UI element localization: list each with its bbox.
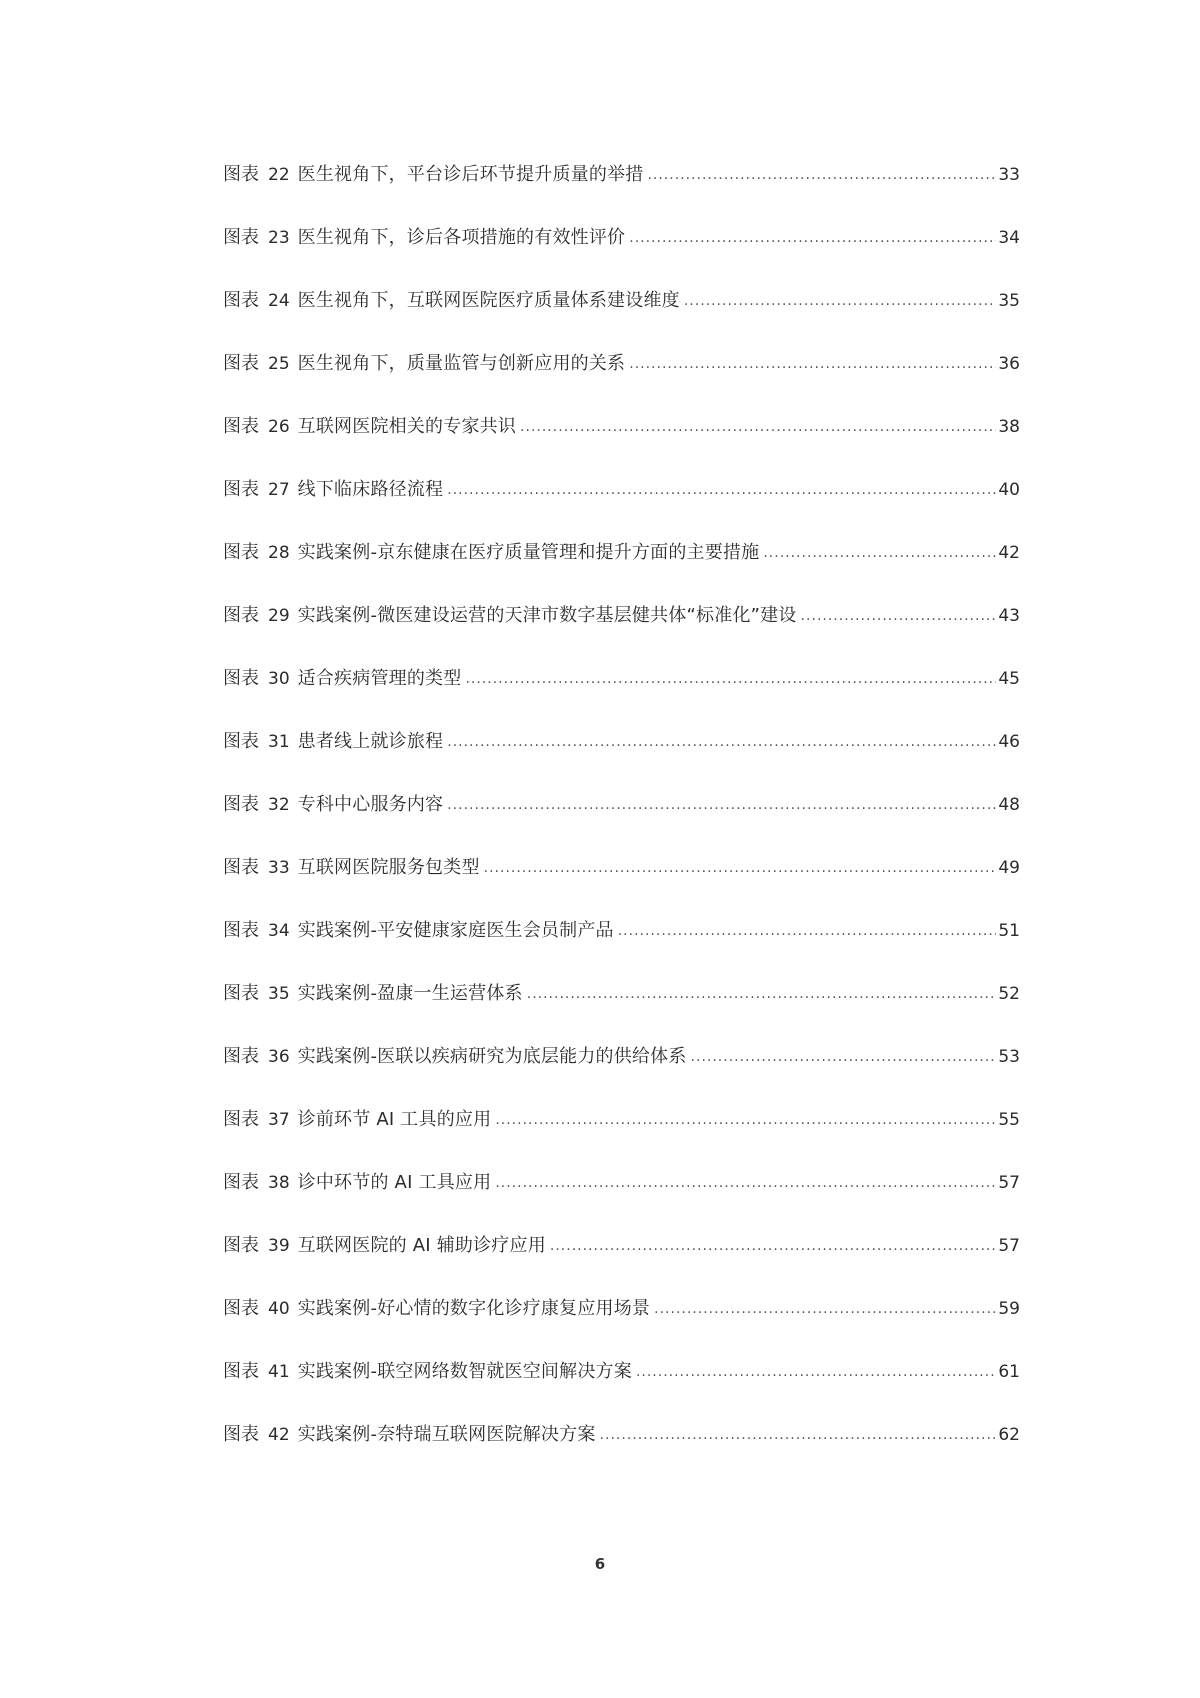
- toc-entry-page[interactable]: 40: [998, 480, 1020, 500]
- toc-entry-number: 24: [268, 291, 290, 311]
- toc-entry-number: 25: [268, 354, 290, 374]
- toc-entry-title[interactable]: 诊前环节 AI 工具的应用: [297, 1109, 492, 1130]
- toc-entry[interactable]: [223, 730, 1020, 793]
- toc-entry-prefix: 图表: [223, 1424, 259, 1445]
- toc-entry-prefix: 图表: [223, 416, 259, 437]
- toc-entry-prefix: 图表: [223, 1298, 259, 1319]
- toc-entry-prefix: 图表: [223, 290, 259, 311]
- dot-leader: [763, 541, 996, 565]
- toc-entry-number: 36: [268, 1047, 290, 1067]
- toc-entry[interactable]: [223, 667, 1020, 730]
- toc-entry[interactable]: [223, 856, 1020, 919]
- toc-entry-title[interactable]: 患者线上就诊旅程: [297, 731, 444, 752]
- toc-entry-number: 38: [268, 1173, 290, 1193]
- toc-entry-number: 30: [268, 669, 290, 689]
- toc-entry-prefix: 图表: [223, 605, 259, 626]
- toc-entry[interactable]: [223, 793, 1020, 856]
- toc-entry-page[interactable]: 59: [998, 1299, 1020, 1319]
- toc-entry-page[interactable]: 61: [998, 1362, 1020, 1382]
- toc-entry-title[interactable]: 诊中环节的 AI 工具应用: [297, 1172, 492, 1193]
- toc-entry-page[interactable]: 42: [998, 543, 1020, 563]
- toc-entry[interactable]: [223, 1360, 1020, 1423]
- toc-entry-title[interactable]: 实践案例-盈康一生运营体系: [297, 983, 523, 1004]
- toc-entry-page[interactable]: 33: [998, 165, 1020, 185]
- toc-entry[interactable]: [223, 982, 1020, 1045]
- toc-entry-number: 40: [268, 1299, 290, 1319]
- toc-entry-page[interactable]: 57: [998, 1236, 1020, 1256]
- toc-entry-title[interactable]: 实践案例-平安健康家庭医生会员制产品: [297, 920, 614, 941]
- toc-entry[interactable]: [223, 289, 1020, 352]
- toc-entry-title[interactable]: 医生视角下，平台诊后环节提升质量的举措: [297, 164, 644, 185]
- toc-entry-page[interactable]: 45: [998, 669, 1020, 689]
- toc-entry-page[interactable]: 48: [998, 795, 1020, 815]
- toc-entry[interactable]: [223, 1108, 1020, 1171]
- toc-entry-page[interactable]: 51: [998, 921, 1020, 941]
- toc-entry-title[interactable]: 医生视角下，互联网医院医疗质量体系建设维度: [297, 290, 680, 311]
- toc-entry-title[interactable]: 医生视角下，诊后各项措施的有效性评价: [297, 227, 626, 248]
- toc-entry-number: 35: [268, 984, 290, 1004]
- toc-entry-number: 39: [268, 1236, 290, 1256]
- toc-entry-title[interactable]: 实践案例-微医建设运营的天津市数字基层健共体“标准化”建设: [297, 605, 797, 626]
- dot-leader: [447, 478, 996, 502]
- toc-entry-title[interactable]: 互联网医院的 AI 辅助诊疗应用: [297, 1235, 546, 1256]
- toc-entry-prefix: 图表: [223, 1172, 259, 1193]
- toc-entry-prefix: 图表: [223, 1361, 259, 1382]
- toc-entry-page[interactable]: 46: [998, 732, 1020, 752]
- toc-entry-number: 41: [268, 1362, 290, 1382]
- toc-entry-title[interactable]: 实践案例-好心情的数字化诊疗康复应用场景: [297, 1298, 651, 1319]
- toc-entry-page[interactable]: 52: [998, 984, 1020, 1004]
- toc-entry-prefix: 图表: [223, 479, 259, 500]
- toc-entry-number: 26: [268, 417, 290, 437]
- toc-entry-prefix: 图表: [223, 1109, 259, 1130]
- toc-entry-number: 22: [268, 165, 290, 185]
- dot-leader: [691, 1045, 996, 1069]
- dot-leader: [647, 163, 996, 187]
- toc-entry-page[interactable]: 53: [998, 1047, 1020, 1067]
- dot-leader: [636, 1360, 996, 1384]
- toc-entry[interactable]: [223, 352, 1020, 415]
- toc-entry[interactable]: [223, 1171, 1020, 1234]
- dot-leader: [801, 604, 996, 628]
- toc-entry-prefix: 图表: [223, 1046, 259, 1067]
- toc-entry-prefix: 图表: [223, 164, 259, 185]
- toc-entry-page[interactable]: 34: [998, 228, 1020, 248]
- toc-entry-page[interactable]: 62: [998, 1425, 1020, 1445]
- toc-entry-title[interactable]: 实践案例-医联以疾病研究为底层能力的供给体系: [297, 1046, 687, 1067]
- toc-entry-title[interactable]: 实践案例-京东健康在医疗质量管理和提升方面的主要措施: [297, 542, 760, 563]
- dot-leader: [527, 982, 996, 1006]
- toc-entry[interactable]: [223, 1045, 1020, 1108]
- dot-leader: [618, 919, 996, 943]
- toc-entry[interactable]: [223, 478, 1020, 541]
- toc-entry-prefix: 图表: [223, 983, 259, 1004]
- toc-entry[interactable]: [223, 919, 1020, 982]
- toc-entry-title[interactable]: 专科中心服务内容: [297, 794, 444, 815]
- toc-entry-prefix: 图表: [223, 731, 259, 752]
- toc-entry-number: 23: [268, 228, 290, 248]
- toc-entry-number: 31: [268, 732, 290, 752]
- toc-entry-number: 27: [268, 480, 290, 500]
- dot-leader: [600, 1423, 996, 1447]
- toc-entry-number: 29: [268, 606, 290, 626]
- toc-entry[interactable]: [223, 1234, 1020, 1297]
- page-number: 6: [594, 1555, 606, 1573]
- toc-entry[interactable]: [223, 163, 1020, 226]
- toc-entry-page[interactable]: 36: [998, 354, 1020, 374]
- toc-entry[interactable]: [223, 1297, 1020, 1360]
- toc-entry[interactable]: [223, 541, 1020, 604]
- toc-entry[interactable]: [223, 415, 1020, 478]
- toc-entry-prefix: 图表: [223, 857, 259, 878]
- dot-leader: [684, 289, 996, 313]
- toc-entry[interactable]: [223, 226, 1020, 289]
- toc-entry-number: 33: [268, 858, 290, 878]
- toc-entry-number: 42: [268, 1425, 290, 1445]
- toc-entry-title[interactable]: 互联网医院相关的专家共识: [297, 416, 517, 437]
- dot-leader: [495, 1171, 996, 1195]
- toc-entry-page[interactable]: 57: [998, 1173, 1020, 1193]
- dot-leader: [495, 1108, 996, 1132]
- toc-entry-prefix: 图表: [223, 920, 259, 941]
- dot-leader: [447, 793, 996, 817]
- toc-entry-page[interactable]: 35: [998, 291, 1020, 311]
- toc-entry-prefix: 图表: [223, 542, 259, 563]
- toc-entry-number: 34: [268, 921, 290, 941]
- toc-entry-prefix: 图表: [223, 668, 259, 689]
- dot-leader: [654, 1297, 996, 1321]
- toc-entry-prefix: 图表: [223, 353, 259, 374]
- dot-leader: [465, 667, 996, 691]
- toc-entry-number: 28: [268, 543, 290, 563]
- toc-entry-page[interactable]: 55: [998, 1110, 1020, 1130]
- toc-entry-page[interactable]: 38: [998, 417, 1020, 437]
- toc-entry-number: 37: [268, 1110, 290, 1130]
- toc-entry-number: 32: [268, 795, 290, 815]
- toc-entry[interactable]: [223, 1423, 1020, 1486]
- figure-table-of-contents: [223, 163, 1020, 1486]
- dot-leader: [629, 226, 996, 250]
- dot-leader: [550, 1234, 996, 1258]
- toc-entry-prefix: 图表: [223, 227, 259, 248]
- toc-entry-prefix: 图表: [223, 794, 259, 815]
- dot-leader: [484, 856, 996, 880]
- toc-entry-title[interactable]: 适合疾病管理的类型: [297, 668, 462, 689]
- toc-entry-title[interactable]: 线下临床路径流程: [297, 479, 444, 500]
- toc-entry[interactable]: [223, 604, 1020, 667]
- toc-entry-title[interactable]: 互联网医院服务包类型: [297, 857, 480, 878]
- toc-entry-prefix: 图表: [223, 1235, 259, 1256]
- dot-leader: [629, 352, 996, 376]
- toc-entry-title[interactable]: 医生视角下，质量监管与创新应用的关系: [297, 353, 626, 374]
- toc-entry-page[interactable]: 43: [998, 606, 1020, 626]
- dot-leader: [447, 730, 996, 754]
- toc-entry-page[interactable]: 49: [998, 858, 1020, 878]
- toc-entry-title[interactable]: 实践案例-联空网络数智就医空间解决方案: [297, 1361, 632, 1382]
- toc-entry-title[interactable]: 实践案例-奈特瑞互联网医院解决方案: [297, 1424, 596, 1445]
- dot-leader: [520, 415, 996, 439]
